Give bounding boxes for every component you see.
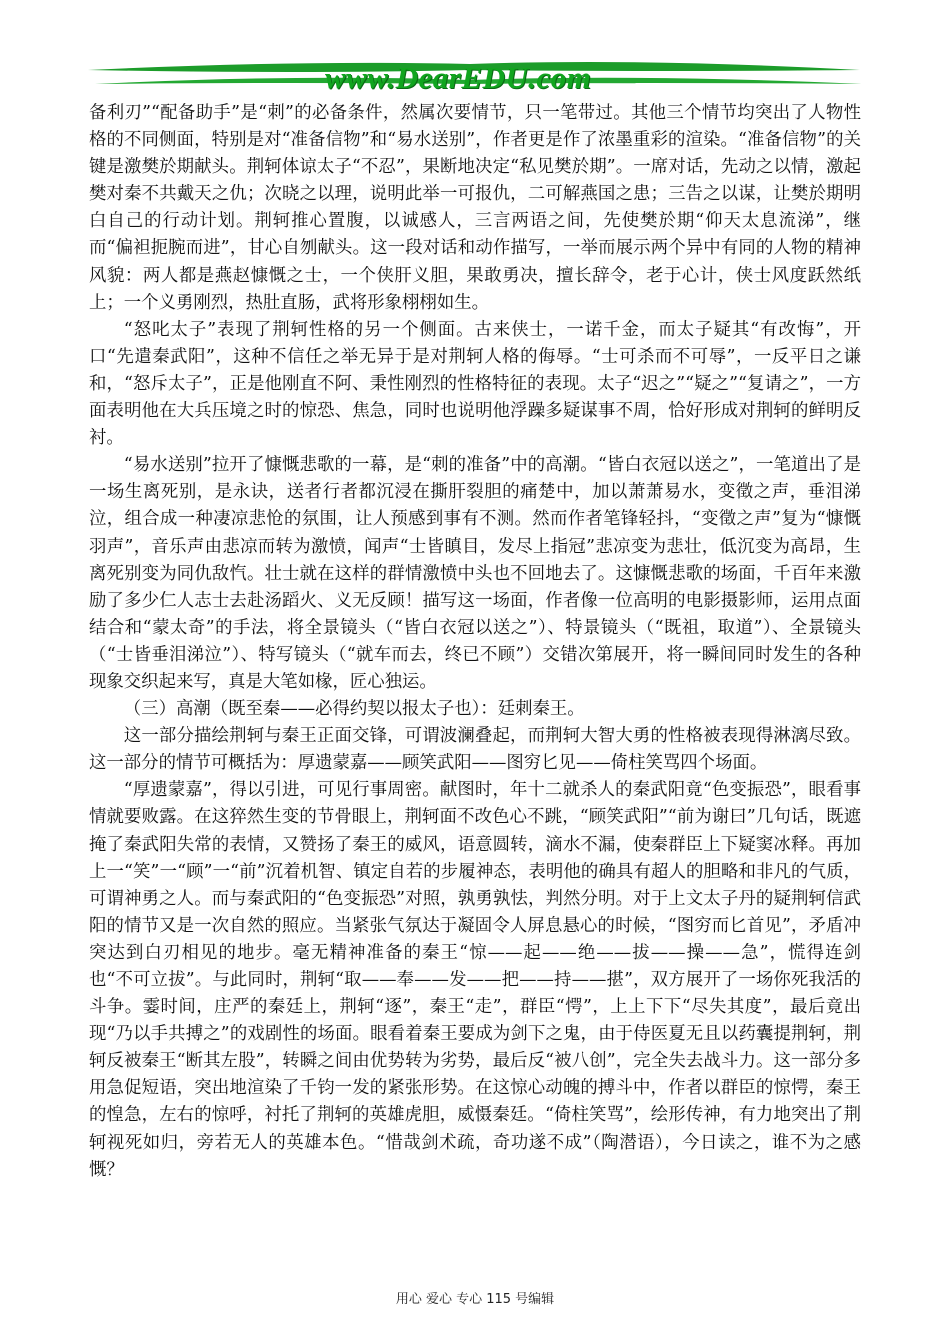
paragraph-1: 备利刃”“配备助手”是“刺”的必备条件，然属次要情节，只一笔带过。其他三个情节均突出了人物性格的不同侧面，特别是对“准备信物”和“易水送别”，作者更是作了浓墨重彩的渲染。“准备信物”的关键是激樊於期献头。荆轲体谅太子“不忍”，果断地决定“私见樊於期”。一席对话，先动之以情，激起樊对秦不共戴天之仇；次晓之以理，说明此举一可报仇，二可解燕国之患；三告之以谋，让樊於期明白自己的行动计划。荆轲推心置腹，以诚感人，三言两语之间，先使樊於期“仰天太息流涕”，继而“偏袒扼腕而进”，甘心自刎献头。这一段对话和动作描写，一举而展示两个异中有同的人物的精神风貌：两人都是燕赵慷慨之士，一个侠肝义胆，果敢勇决，擅长辞令，老于心计，侠士风度跃然纸上；一个义勇刚烈，热肚直肠，武将形象栩栩如生。: [89, 103, 861, 313]
paragraph-2: “怒叱太子”表现了荆轲性格的另一个侧面。古来侠士，一诺千金，而太子疑其“有改悔”，开口“先遣秦武阳”，这种不信任之举无异于是对荆轲人格的侮辱。“士可杀而不可辱”，一反平日之谦和，“怒斥太子”，正是他刚直不阿、秉性刚烈的性格特征的表现。太子“迟之”“疑之”“复请之”，一方面表明他在大兵压境之时的惊恐、焦急，同时也说明他浮躁多疑谋事不周，恰好形成对荆轲的鲜明反衬。: [89, 319, 861, 449]
paragraph-4: 这一部分描绘荆轲与秦王正面交锋，可谓波澜叠起，而荆轲大智大勇的性格被表现得淋漓尽致。这一部分的情节可概括为：厚遗蒙嘉——顾笑武阳——图穷匕见——倚柱笑骂四个场面。: [89, 726, 861, 774]
page-footer: 用心 爱心 专心 115 号编辑: [395, 1292, 555, 1307]
article-body: [89, 100, 861, 1184]
paragraph-5: “厚遗蒙嘉”，得以引进，可见行事周密。献图时，年十二就杀人的秦武阳竟“色变振恐”，眼看事情就要败露。在这猝然生变的节骨眼上，荆轲面不改色心不跳，“顾笑武阳”“前为谢曰”几句话，既遮掩了秦武阳失常的表情，又赞扬了秦王的威风，语意圆转，滴水不漏，使秦群臣上下疑窦冰释。再加上一“笑”一“顾”一“前”沉着机智、镇定自若的步履神态，表明他的确具有超人的胆略和非凡的气质，可谓神勇之人。而与秦武阳的“色变振恐”对照，孰勇孰怯，判然分明。对于上文太子丹的疑荆轲信武阳的情节又是一次自然的照应。当紧张气氛达于凝固令人屏息悬心的时候，“图穷而匕首见”，矛盾冲突达到白刃相见的地步。毫无精神准备的秦王“惊——起——绝——拔——操——急”，慌得连剑也“不可立拔”。与此同时，荆轲“取——奉——发——把——持——揕”，双方展开了一场你死我活的斗争。霎时间，庄严的秦廷上，荆轲“逐”，秦王“走”，群臣“愕”，上上下下“尽失其度”，最后竟出现“乃以手共搏之”的戏剧性的场面。眼看着秦王要成为剑下之鬼，由于侍医夏无且以药囊提荆轲，荆轲反被秦王“断其左股”，转瞬之间由优势转为劣势，最后反“被八创”，完全失去战斗力。这一部分多用急促短语，突出地渲染了千钧一发的紧张形势。在这惊心动魄的搏斗中，作者以群臣的惊愕，秦王的惶急，左右的惊呼，衬托了荆轲的英雄虎胆，威慑秦廷。“倚柱笑骂”，绘形传神，有力地突出了荆轲视死如归，旁若无人的英雄本色。“惜哉剑术疏，奇功遂不成”（陶潜语），今日读之，谁不为之感慨？: [89, 780, 861, 1180]
site-logo[interactable]: www.DearEDU.com: [325, 60, 592, 95]
page-header: [0, 0, 950, 100]
paragraph-3: “易水送别”拉开了慷慨悲歌的一幕，是“刺的准备”中的高潮。“皆白衣冠以送之”，一笔道出了是一场生离死别，是永诀，送者行者都沉浸在撕肝裂胆的痛楚中，加以萧萧易水，变徵之声，垂泪涕泣，组合成一种凄凉悲怆的氛围，让人预感到事有不测。然而作者笔锋轻抖，“变徵之声”复为“慷慨羽声”，音乐声由悲凉而转为激愤，闻声“士皆瞋目，发尽上指冠”悲凉变为悲壮，低沉变为高昂，生离死别变为同仇敌忾。壮士就在这样的群情激愤中头也不回地去了。这慷慨悲歌的场面，千百年来激励了多少仁人志士去赴汤蹈火、义无反顾！描写这一场面，作者像一位高明的电影摄影师，运用点面结合和“蒙太奇”的手法，将全景镜头（“皆白衣冠以送之”）、特景镜头（“既祖，取道”）、全景镜头（“士皆垂泪涕泣”）、特写镜头（“就车而去，终已不顾”）交错次第展开，将一瞬间同时发生的各种现象交织起来写，真是大笔如椽，匠心独运。: [89, 455, 861, 692]
section-heading: （三）高潮（既至秦——必得约契以报太子也）：廷刺秦王。: [123, 699, 585, 720]
